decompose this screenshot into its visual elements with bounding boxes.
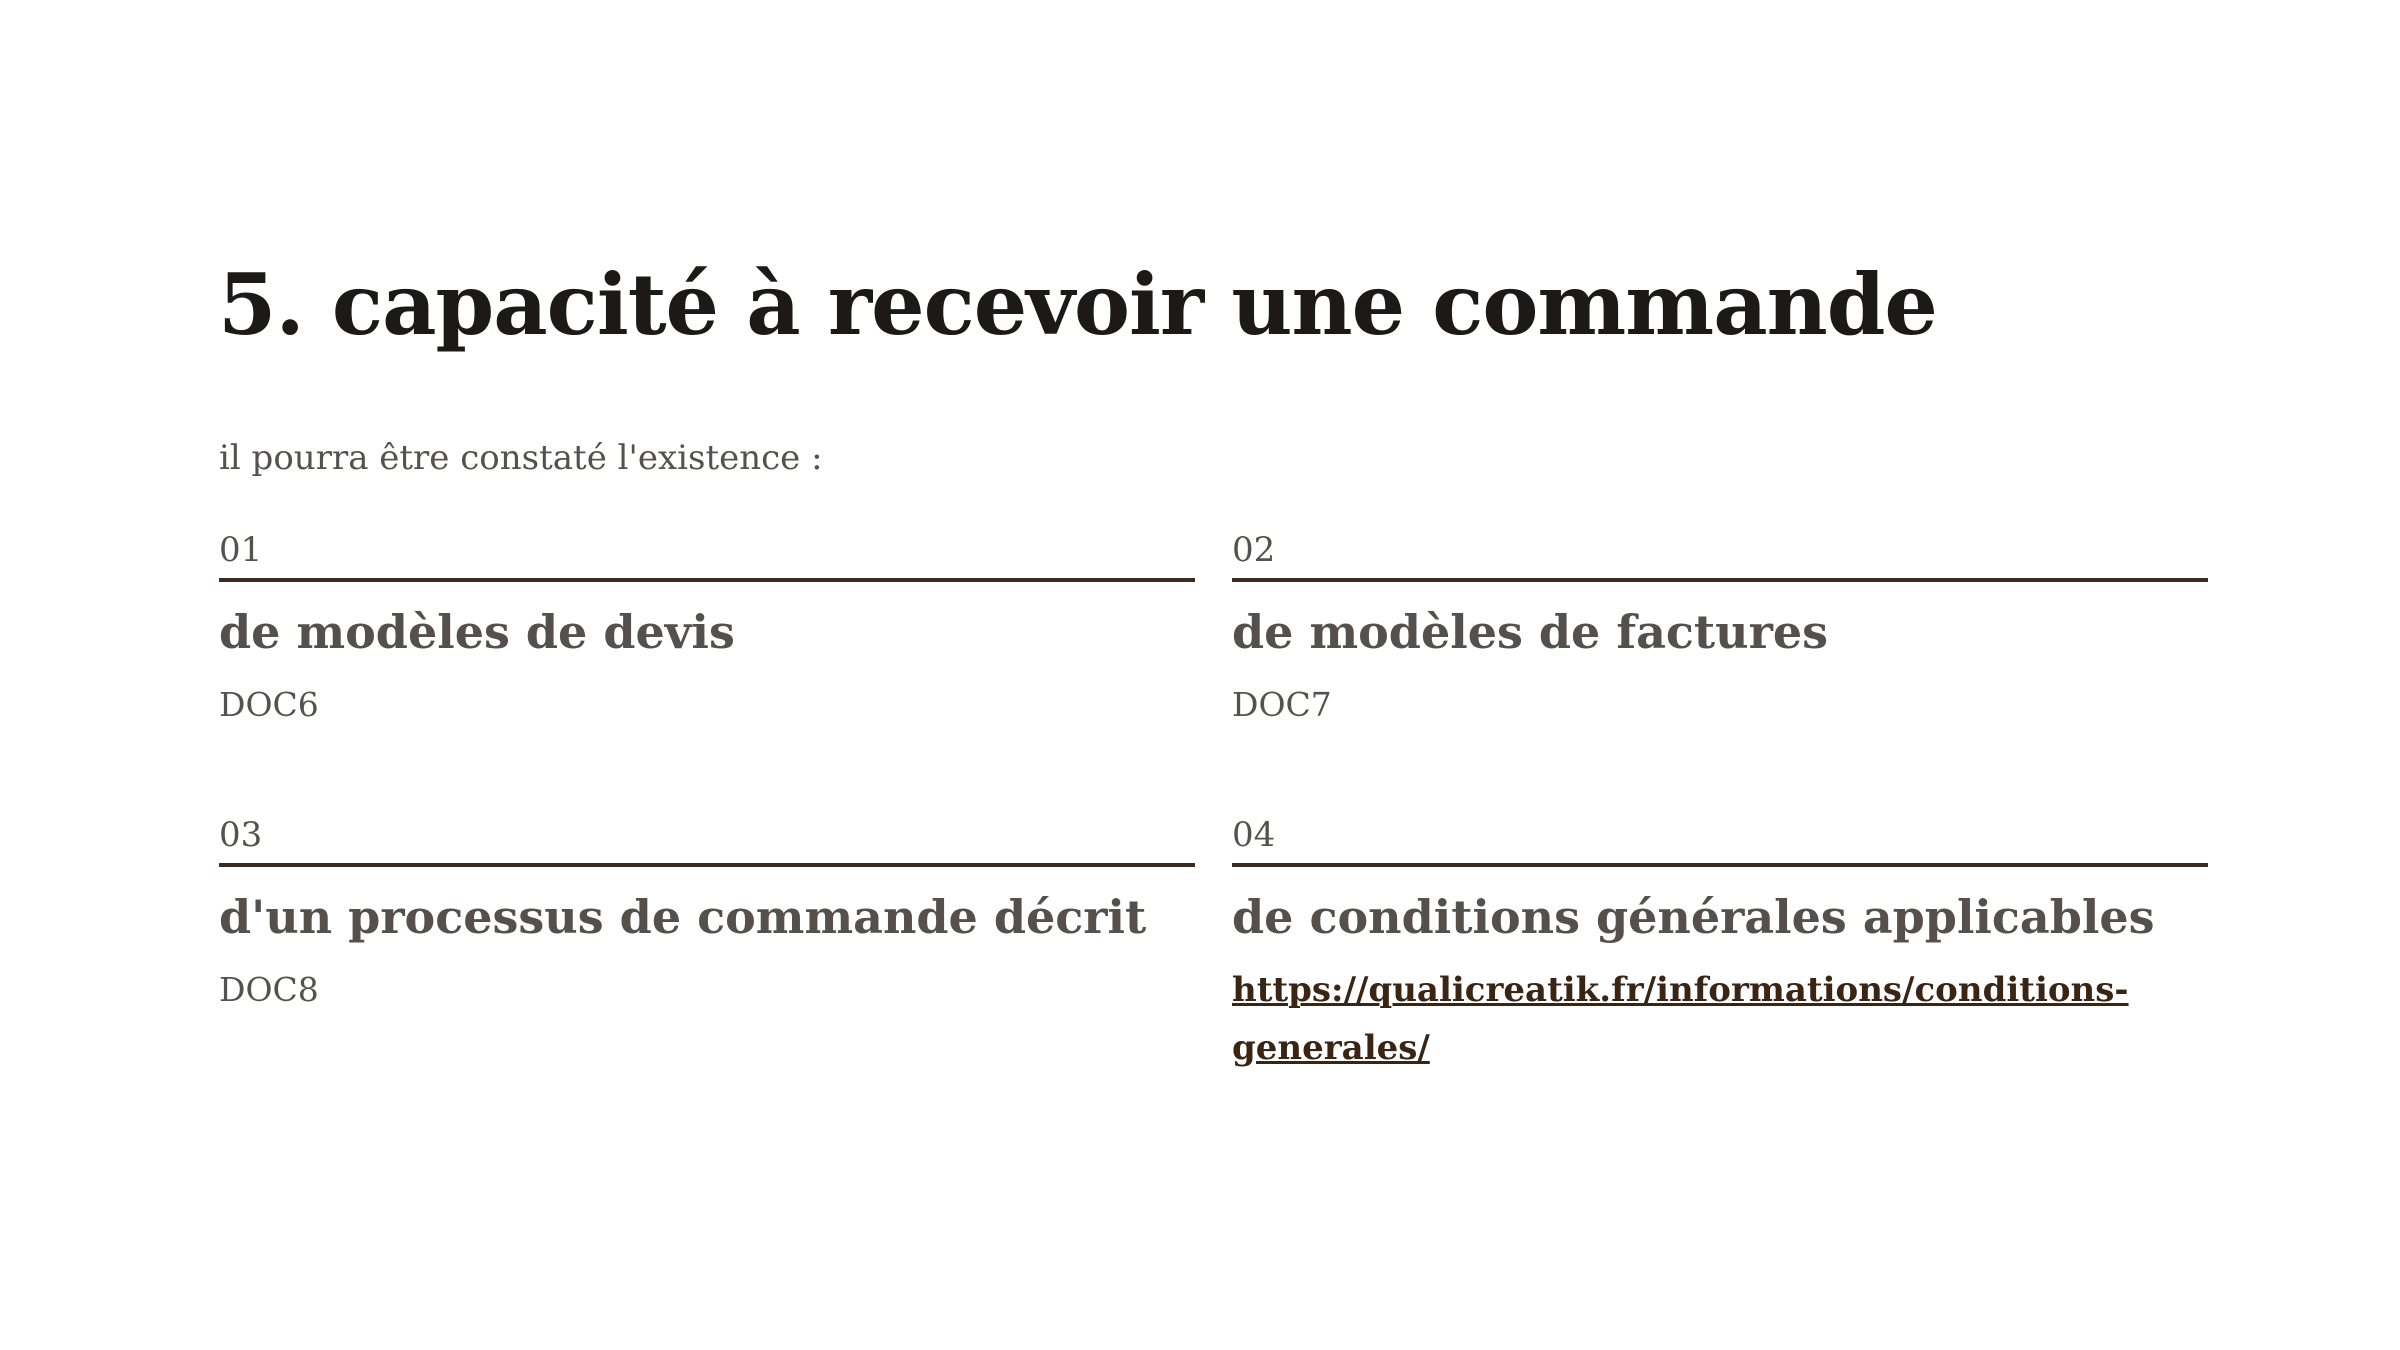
page-title: 5. capacité à recevoir une commande — [218, 255, 1937, 354]
item-number: 03 — [219, 815, 263, 855]
link-line-2: generales/ — [1232, 1028, 1430, 1068]
item-divider — [1232, 578, 2208, 582]
item-heading: d'un processus de commande décrit — [219, 890, 1147, 944]
item-number: 02 — [1232, 530, 1276, 570]
item-reference: DOC6 — [219, 685, 319, 724]
item-reference: DOC7 — [1232, 685, 1332, 724]
list-item-01 — [219, 530, 1195, 734]
item-heading: de modèles de factures — [1232, 605, 1829, 659]
item-number: 04 — [1232, 815, 1276, 855]
item-divider — [219, 863, 1195, 867]
list-item-03 — [219, 815, 1195, 1019]
conditions-link[interactable] — [1232, 961, 2208, 1077]
item-divider — [219, 578, 1195, 582]
list-item-04 — [1232, 815, 2208, 1077]
item-heading: de modèles de devis — [219, 605, 735, 659]
item-reference: DOC8 — [219, 970, 319, 1009]
list-item-02 — [1232, 530, 2208, 734]
item-heading: de conditions générales applicables — [1232, 890, 2155, 944]
page-subtitle: il pourra être constaté l'existence : — [219, 438, 823, 478]
link-line-1: https://qualicreatik.fr/informations/conditions- — [1232, 970, 2129, 1010]
item-divider — [1232, 863, 2208, 867]
item-number: 01 — [219, 530, 263, 570]
